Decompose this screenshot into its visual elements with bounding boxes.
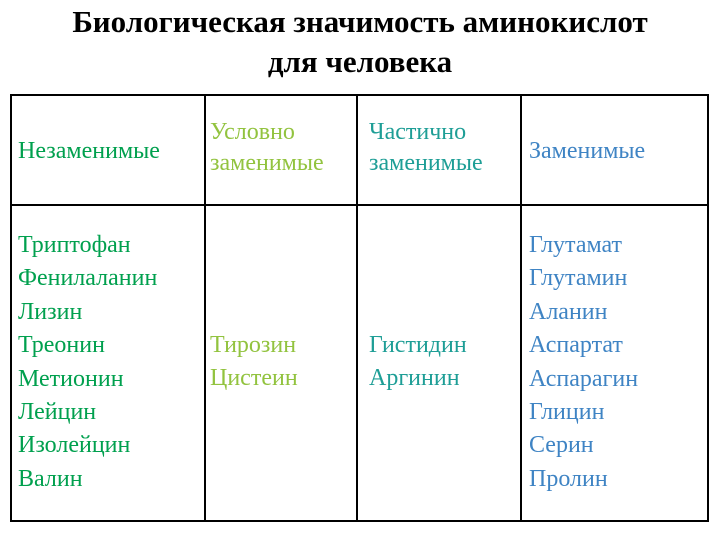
list-item: Аланин — [529, 298, 608, 325]
list-item: Триптофан — [18, 232, 131, 258]
list-item: Фенилаланин — [18, 265, 158, 292]
list-item: Аргинин — [369, 365, 460, 392]
list-item: Пролин — [529, 465, 608, 492]
list-item: Цистеин — [210, 365, 298, 392]
list-item: Метионин — [18, 365, 124, 392]
header-conditionally-line-1: Условно — [210, 119, 295, 145]
list-item: Глутамин — [529, 265, 628, 292]
list-item: Гистидин — [369, 332, 467, 358]
column-divider-2 — [356, 96, 358, 520]
header-nonessential: Заменимые — [529, 138, 646, 164]
page-title — [0, 2, 720, 82]
nonessential-list — [529, 229, 638, 496]
list-item: Глутамат — [529, 232, 623, 258]
column-divider-1 — [204, 96, 206, 520]
list-item: Лизин — [18, 298, 83, 325]
title-line-2: для человека — [267, 44, 453, 79]
column-divider-3 — [520, 96, 522, 520]
list-item: Тирозин — [210, 332, 297, 358]
header-partially-line-2: заменимые — [369, 150, 483, 176]
header-partially-line-1: Частично — [369, 119, 467, 145]
header-essential: Незаменимые — [18, 138, 160, 164]
list-item: Аспартат — [529, 332, 623, 359]
list-item: Треонин — [18, 332, 105, 359]
essential-list — [18, 229, 157, 496]
list-item: Изолейцин — [18, 432, 131, 459]
header-conditionally-line-2: заменимые — [210, 150, 324, 176]
list-item: Валин — [18, 465, 83, 492]
header-divider — [12, 204, 707, 206]
list-item: Лейцин — [18, 399, 97, 426]
list-item: Серин — [529, 432, 594, 459]
conditionally-list — [210, 329, 298, 396]
list-item: Глицин — [529, 399, 605, 426]
partially-list — [369, 329, 467, 396]
list-item: Аспарагин — [529, 365, 639, 392]
amino-acid-table — [10, 94, 709, 522]
title-line-1: Биологическая значимость аминокислот — [72, 4, 648, 39]
